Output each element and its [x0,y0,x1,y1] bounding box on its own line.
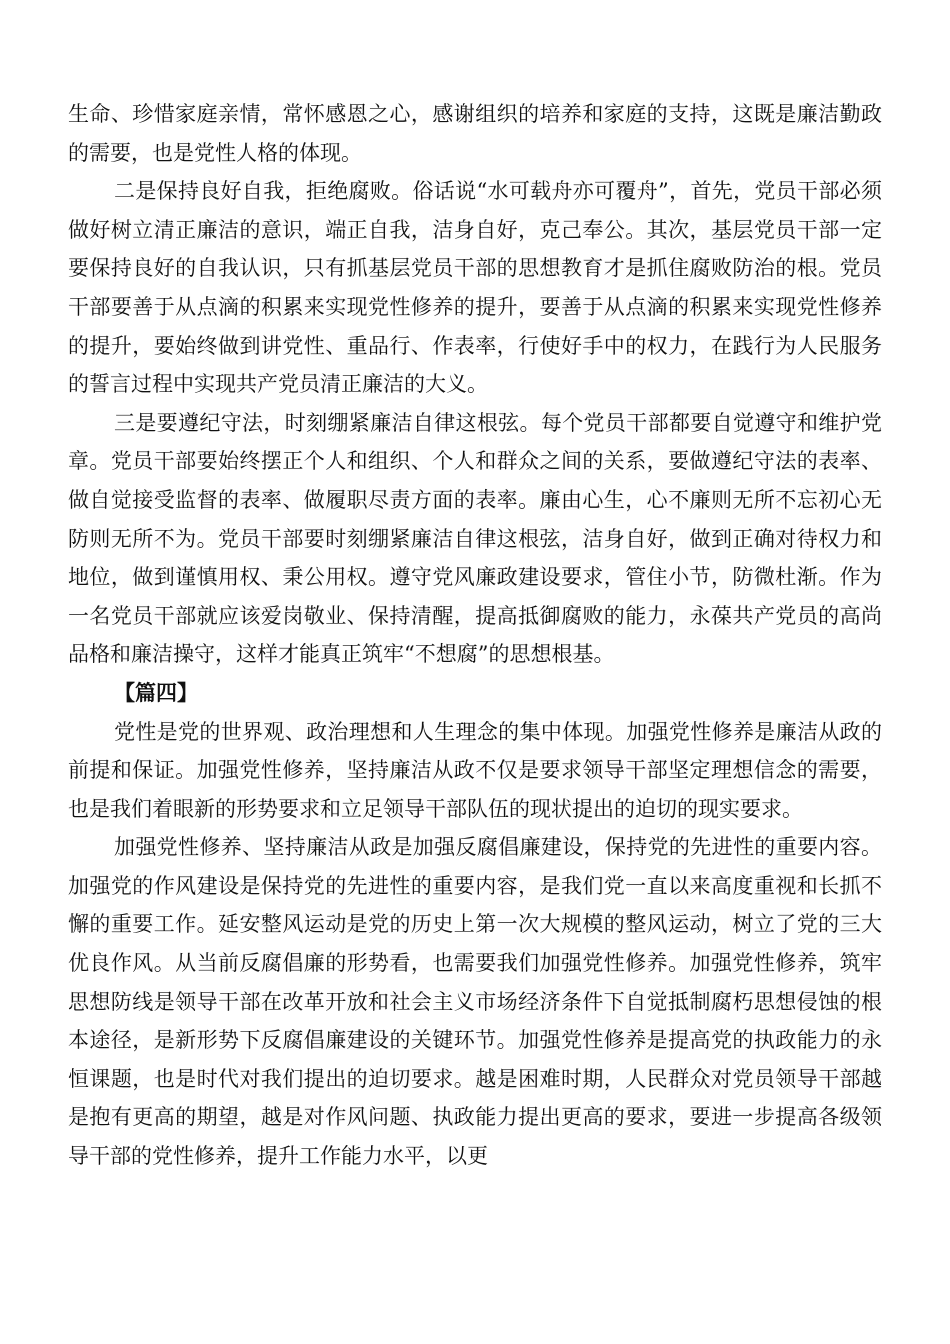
section-heading: 【篇四】 [114,679,198,705]
paragraph-point-three: 三是要遵纪守法，时刻绷紧廉洁自律这根弦。每个党员干部都要自觉遵守和维护党章。党员干部要始终摆正个人和组织、个人和群众之间的关系，要做遵纪守法的表率、做自觉接受监督的表率、做履职尽责方面的表率。廉由心生，心不廉则无所不忘初心无防则无所不为。党员干部要时刻绷紧廉洁自律这根弦，洁身自好，做到正确对待权力和地位，做到谨慎用权、秉公用权。遵守党风廉政建设要求，管住小节，防微杜渐。作为一名党员干部就应该爱岗敬业、保持清醒，提高抵御腐败的能力，永葆共产党员的高尚品格和廉洁操守，这样才能真正筑牢“不想腐”的思想根基。 [68,410,882,667]
document-body [68,95,882,1176]
paragraph-point-two: 二是保持良好自我，拒绝腐败。俗话说“水可载舟亦可覆舟”，首先，党员干部必须做好树立清正廉洁的意识，端正自我，洁身自好，克己奉公。其次，基层党员干部一定要保持良好的自我认识，只有抓基层党员干部的思想教育才是抓住腐败防治的根。党员干部要善于从点滴的积累来实现党性修养的提升，要善于从点滴的积累来实现党性修养的提升，要始终做到讲党性、重品行、作表率，行使好手中的权力，在践行为人民服务的誓言过程中实现共产党员清正廉洁的大义。 [68,179,882,397]
paragraph-section-body: 加强党性修养、坚持廉洁从政是加强反腐倡廉建设，保持党的先进性的重要内容。加强党的作风建设是保持党的先进性的重要内容，是我们党一直以来高度重视和长抓不懈的重要工作。延安整风运动是党的历史上第一次大规模的整风运动，树立了党的三大优良作风。从当前反腐倡廉的形势看，也需要我们加强党性修养。加强党性修养，筑牢思想防线是领导干部在改革开放和社会主义市场经济条件下自觉抵制腐朽思想侵蚀的根本途径，是新形势下反腐倡廉建设的关键环节。加强党性修养是提高党的执政能力的永恒课题，也是时代对我们提出的迫切要求。越是困难时期，人民群众对党员领导干部越是抱有更高的期望，越是对作风问题、执政能力提出更高的要求，要进一步提高各级领导干部的党性修养，提升工作能力水平，以更 [68,835,882,1169]
paragraph-continuation: 生命、珍惜家庭亲情，常怀感恩之心，感谢组织的培养和家庭的支持，这既是廉洁勤政的需要，也是党性人格的体现。 [68,102,882,165]
paragraph-section-intro: 党性是党的世界观、政治理想和人生理念的集中体现。加强党性修养是廉洁从政的前提和保证。加强党性修养，坚持廉洁从政不仅是要求领导干部坚定理想信念的需要，也是我们着眼新的形势要求和立足领导干部队伍的现状提出的迫切的现实要求。 [68,719,882,821]
